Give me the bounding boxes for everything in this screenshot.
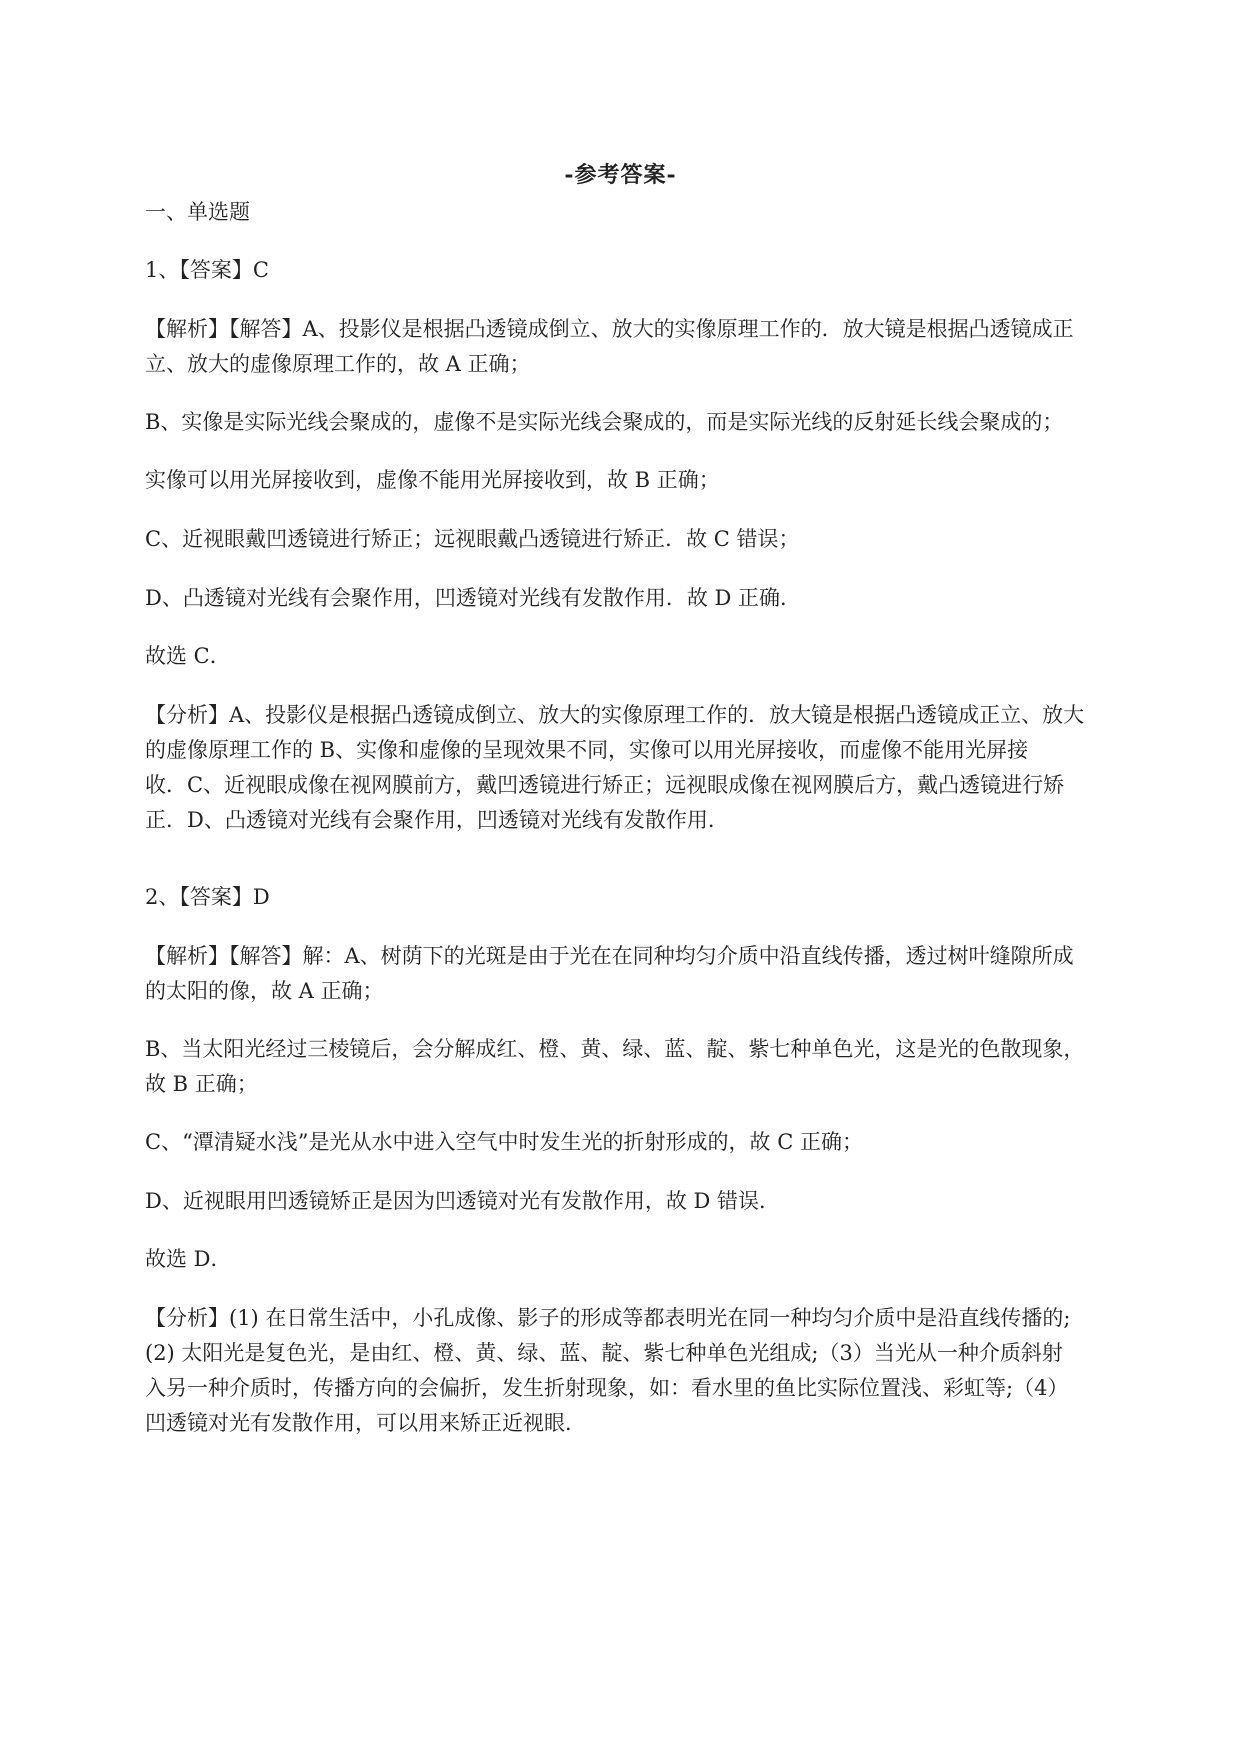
q1-option-d-text: D、凸透镜对光线有会聚作用，凹透镜对光线有发散作用．故 D 正确． (145, 586, 802, 610)
section-heading (145, 195, 1155, 230)
q1-answer (145, 253, 1155, 288)
q2-analysis (145, 939, 1155, 1009)
q2-option-c-text: C、“潭清疑水浅”是光从水中进入空气中时发生光的折射形成的，故 C 正确； (145, 1130, 863, 1154)
q2-answer-text: 2、【答案】D (145, 885, 270, 909)
q1-option-b-cont-text: 实像可以用光屏接收到，虚像不能用光屏接收到，故 B 正确； (145, 468, 720, 492)
q1-summary-line-2: 的虚像原理工作的 B、实像和虚像的呈现效果不同，实像可以用光屏接收，而虚像不能用光屏接 (145, 738, 1029, 762)
q1-analysis-line-1: 【解析】【解答】A、投影仪是根据凸透镜成倒立、放大的实像原理工作的．放大镜是根据凸透镜成正 (145, 317, 1074, 341)
q1-analysis (145, 312, 1155, 382)
q1-choice (145, 639, 1155, 674)
q1-choice-text: 故选 C． (145, 644, 231, 668)
q1-summary-line-1: 【分析】A、投影仪是根据凸透镜成倒立、放大的实像原理工作的．放大镜是根据凸透镜成正立、放大 (145, 703, 1085, 727)
page-title: -参考答案- (564, 162, 677, 188)
q2-summary-line-1: 【分析】(1) 在日常生活中，小孔成像、影子的形成等都表明光在同一种均匀介质中是沿直线传播的; (145, 1306, 1071, 1330)
q1-summary-line-4: 正．D、凸透镜对光线有会聚作用，凹透镜对光线有发散作用． (145, 808, 729, 832)
q2-answer (145, 880, 1155, 915)
q2-summary-line-4: 凹透镜对光有发散作用，可以用来矫正近视眼． (145, 1411, 586, 1435)
q2-option-d-text: D、近视眼用凹透镜矫正是因为凹透镜对光有发散作用，故 D 错误． (145, 1189, 781, 1213)
q1-option-b-cont (145, 463, 1155, 498)
q2-summary (145, 1301, 1155, 1441)
q1-analysis-line-2: 立、放大的虚像原理工作的，故 A 正确； (145, 352, 531, 376)
q1-option-c-text: C、近视眼戴凹透镜进行矫正；远视眼戴凸透镜进行矫正．故 C 错误； (145, 527, 800, 551)
section-label: 一、单选题 (145, 200, 250, 224)
q2-option-d (145, 1184, 1155, 1219)
q1-option-d (145, 581, 1155, 616)
q2-summary-line-2: (2) 太阳光是复色光，是由红、橙、黄、绿、蓝、靛、紫七种单色光组成;（3）当光从一种介质斜射 (145, 1341, 1063, 1365)
q2-analysis-line-1: 【解析】【解答】解：A、树荫下的光斑是由于光在在同种均匀介质中沿直线传播，透过树叶缝隙所成 (145, 944, 1074, 968)
q2-summary-line-3: 入另一种介质时，传播方向的会偏折，发生折射现象，如：看水里的鱼比实际位置浅、彩虹等;（4） (145, 1376, 1069, 1400)
q1-option-b-text: B、实像是实际光线会聚成的，虚像不是实际光线会聚成的，而是实际光线的反射延长线会聚成的； (145, 410, 1064, 434)
q1-summary-line-3: 收．C、近视眼成像在视网膜前方，戴凹透镜进行矫正；远视眼成像在视网膜后方，戴凸透镜进行矫 (145, 773, 1065, 797)
q2-choice (145, 1242, 1155, 1277)
q2-option-b (145, 1032, 1155, 1102)
q1-answer-text: 1、【答案】C (145, 258, 269, 282)
q1-option-c (145, 522, 1155, 557)
q2-option-c (145, 1125, 1155, 1160)
q2-option-b-line-2: 故 B 正确； (145, 1072, 258, 1096)
q1-option-b (145, 405, 1155, 440)
q2-analysis-line-2: 的太阳的像，故 A 正确； (145, 979, 384, 1003)
q2-choice-text: 故选 D． (145, 1247, 232, 1271)
q2-option-b-line-1: B、当太阳光经过三棱镜后，会分解成红、橙、黄、绿、蓝、靛、紫七种单色光，这是光的色散现象， (145, 1037, 1085, 1061)
q1-summary (145, 698, 1155, 838)
